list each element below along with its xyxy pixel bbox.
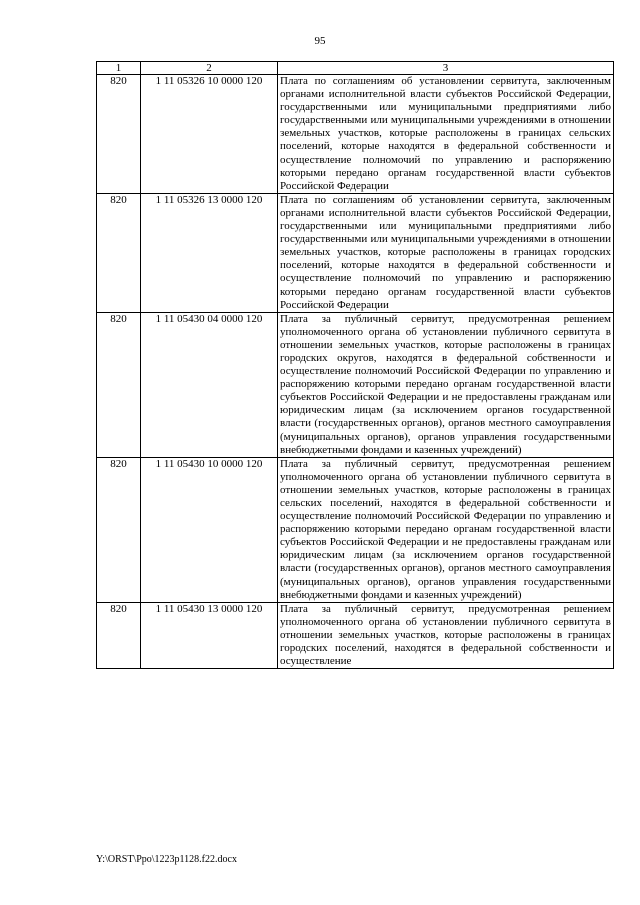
column-header-1: 1	[97, 62, 141, 75]
budget-code-cell: 1 11 05430 04 0000 120	[141, 312, 278, 457]
table-row	[97, 312, 614, 457]
budget-code-cell: 1 11 05326 10 0000 120	[141, 75, 278, 194]
column-header-3: 3	[278, 62, 614, 75]
description-cell: Плата за публичный сервитут, предусмотренная решением уполномоченного органа об установлении публичного сервитута в отношении земельных участков, которые расположены в границах сельских поселений, находятся в федеральной собственности и осуществление полномочий Российской Федерации по управлению и распоряжению которыми передано органам государственной власти субъектов Российской Федерации и не предоставлены гражданам или юридическим лицам (за исключением органов государственной власти (государственных органов), органов местного самоуправления (муниципальных органов), органов управления государственными внебюджетными фондами и казенных учреждений)	[278, 457, 614, 602]
budget-codes-table	[96, 61, 614, 669]
budget-code-cell: 1 11 05326 13 0000 120	[141, 193, 278, 312]
table-row	[97, 193, 614, 312]
admin-code-cell: 820	[97, 193, 141, 312]
column-header-2: 2	[141, 62, 278, 75]
table-row	[97, 602, 614, 668]
admin-code-cell: 820	[97, 457, 141, 602]
admin-code-cell: 820	[97, 602, 141, 668]
table-row	[97, 75, 614, 194]
table-row	[97, 457, 614, 602]
description-cell: Плата за публичный сервитут, предусмотренная решением уполномоченного органа об установлении публичного сервитута в отношении земельных участков, которые расположены в границах городских поселений, находятся в федеральной собственности и осуществление	[278, 602, 614, 668]
description-cell: Плата за публичный сервитут, предусмотренная решением уполномоченного органа об установлении публичного сервитута в отношении земельных участков, которые расположены в границах городских округов, находятся в федеральной собственности и осуществление полномочий Российской Федерации по управлению и распоряжению которыми передано органам государственной власти субъектов Российской Федерации и не предоставлены гражданам или юридическим лицам (за исключением органов государственной власти (государственных органов), органов местного самоуправления (муниципальных органов), органов управления государственными внебюджетными фондами и казенных учреждений)	[278, 312, 614, 457]
page-number: 95	[314, 35, 326, 47]
description-cell: Плата по соглашениям об установлении сервитута, заключенным органами исполнительной власти субъектов Российской Федерации, государственными или муниципальными предприятиями либо государственными или муниципальными учреждениями в отношении земельных участков, которые расположены в границах сельских поселений, которые находятся в федеральной собственности и осуществление полномочий по управлению и распоряжению которыми передано органам государственной власти субъектов Российской Федерации	[278, 75, 614, 194]
admin-code-cell: 820	[97, 75, 141, 194]
table-header-row	[97, 62, 614, 75]
budget-code-cell: 1 11 05430 13 0000 120	[141, 602, 278, 668]
document-file-path: Y:\ORST\Ppo\1223p1128.f22.docx	[96, 854, 237, 865]
description-cell: Плата по соглашениям об установлении сервитута, заключенным органами исполнительной власти субъектов Российской Федерации, государственными или муниципальными предприятиями либо государственными или муниципальными учреждениями в отношении земельных участков, которые расположены в границах городских поселений, которые находятся в федеральной собственности и осуществление полномочий по управлению и распоряжению которыми передано органам государственной власти субъектов Российской Федерации	[278, 193, 614, 312]
budget-code-cell: 1 11 05430 10 0000 120	[141, 457, 278, 602]
admin-code-cell: 820	[97, 312, 141, 457]
